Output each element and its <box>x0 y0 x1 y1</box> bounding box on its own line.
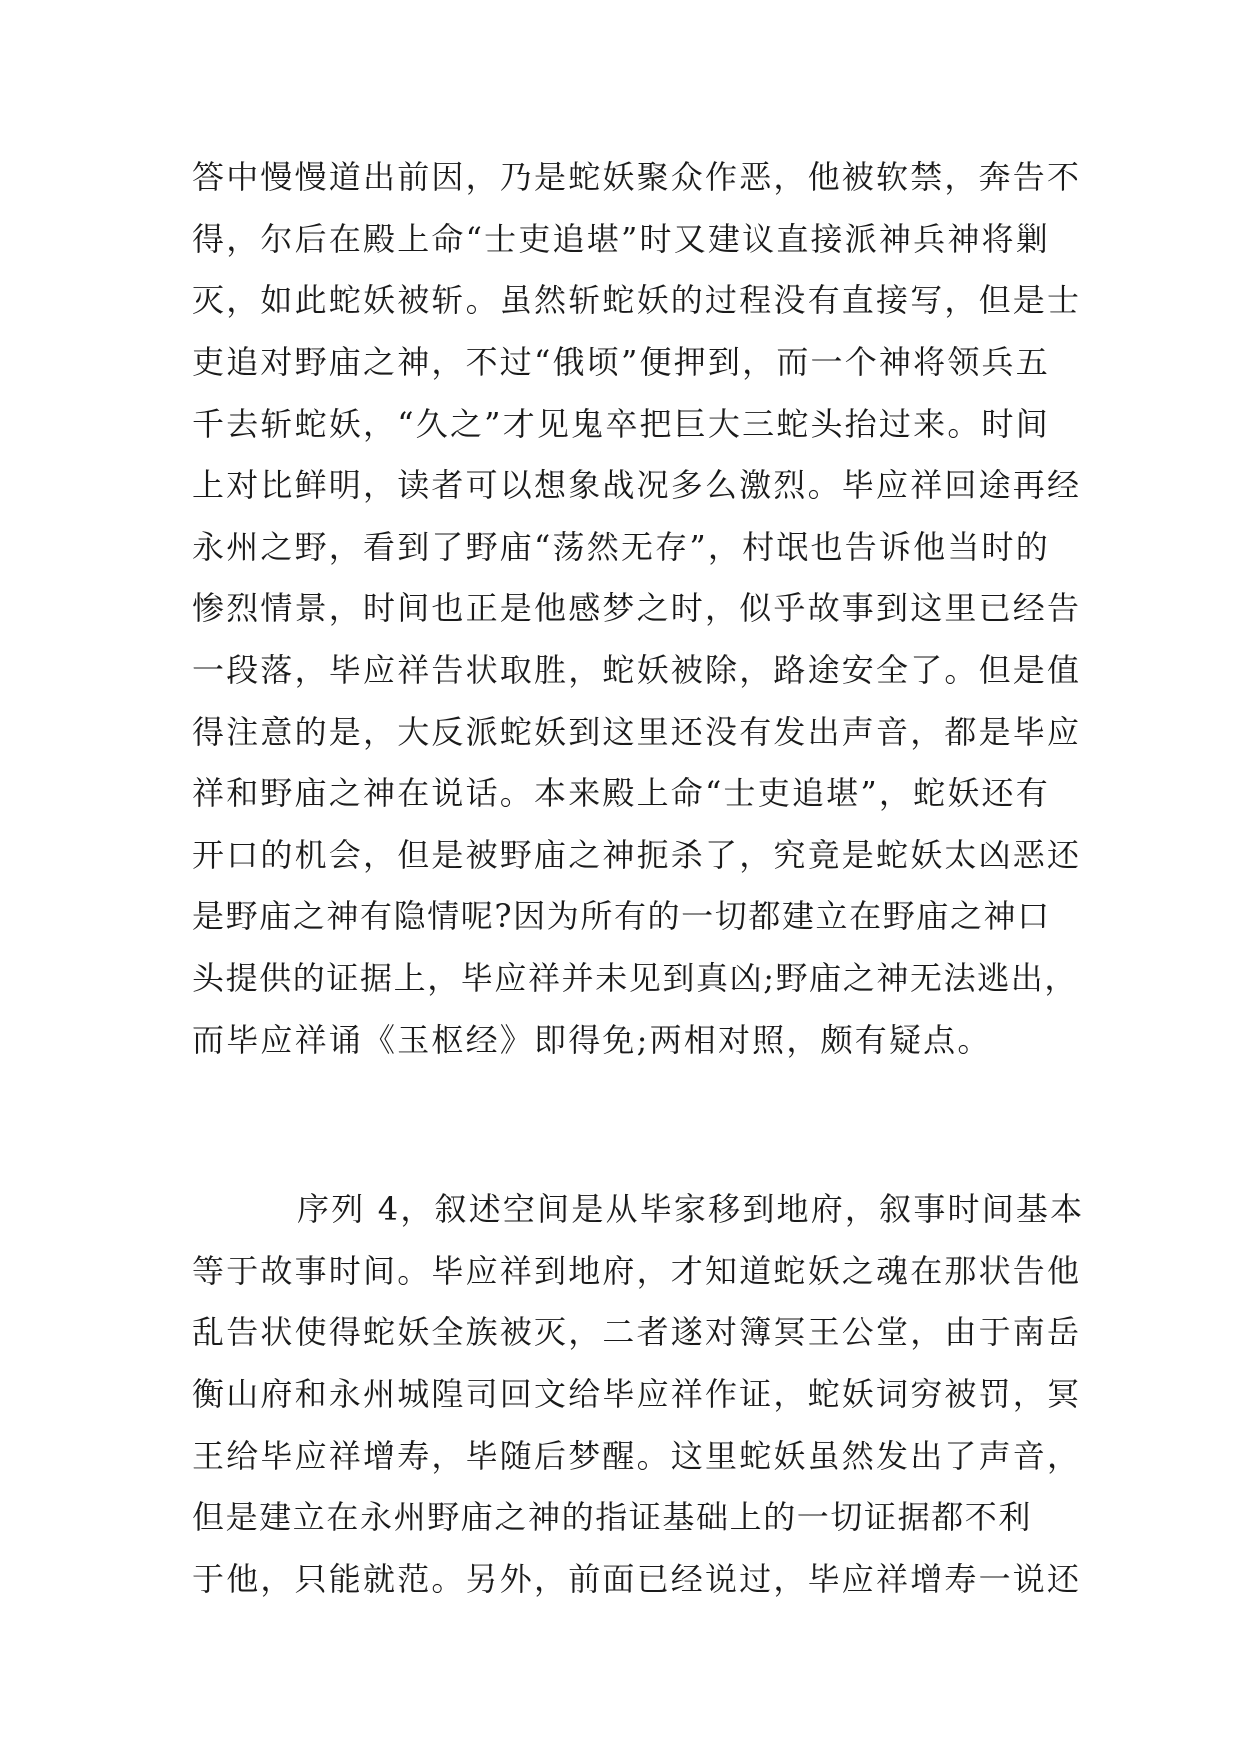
paragraph-1-line-14: 头提供的证据上，毕应祥并未见到真凶;野庙之神无法逃出， <box>192 959 1078 997</box>
paragraph-1-line-13: 是野庙之神有隐情呢?因为所有的一切都建立在野庙之神口 <box>192 897 1051 935</box>
paragraph-1-line-6: 上对比鲜明，读者可以想象战况多么激烈。毕应祥回途再经 <box>192 466 1082 504</box>
paragraph-2-line-7: 于他，只能就范。另外，前面已经说过，毕应祥增寿一说还 <box>192 1560 1082 1598</box>
paragraph-1-line-10: 得注意的是，大反派蛇妖到这里还没有发出声音，都是毕应 <box>192 713 1082 751</box>
paragraph-2-line-3: 乱告状使得蛇妖全族被灭，二者遂对簿冥王公堂，由于南岳 <box>192 1313 1082 1351</box>
paragraph-1-line-1: 答中慢慢道出前因，乃是蛇妖聚众作恶，他被软禁，奔告不 <box>192 158 1082 196</box>
paragraph-1-line-15: 而毕应祥诵《玉枢经》即得免;两相对照，颇有疑点。 <box>192 1021 992 1059</box>
paragraph-1-line-3: 灭，如此蛇妖被斩。虽然斩蛇妖的过程没有直接写，但是士 <box>192 281 1082 319</box>
paragraph-1-line-4: 吏追对野庙之神，不过“俄顷”便押到，而一个神将领兵五 <box>192 343 1050 381</box>
paragraph-1-line-5: 千去斩蛇妖，“久之”才见鬼卒把巨大三蛇头抬过来。时间 <box>192 405 1050 443</box>
paragraph-1-line-8: 惨烈情景，时间也正是他感梦之时，似乎故事到这里已经告 <box>192 589 1082 627</box>
paragraph-2-line-1: 序列 4，叙述空间是从毕家移到地府，叙事时间基本 <box>297 1190 1085 1228</box>
paragraph-2-line-2: 等于故事时间。毕应祥到地府，才知道蛇妖之魂在那状告他 <box>192 1252 1082 1290</box>
paragraph-2-line-5: 王给毕应祥增寿，毕随后梦醒。这里蛇妖虽然发出了声音， <box>192 1437 1082 1475</box>
paragraph-1-line-7: 永州之野，看到了野庙“荡然无存”，村氓也告诉他当时的 <box>192 528 1050 566</box>
paragraph-1-line-12: 开口的机会，但是被野庙之神扼杀了，究竟是蛇妖太凶恶还 <box>192 836 1082 874</box>
paragraph-2-line-6: 但是建立在永州野庙之神的指证基础上的一切证据都不利 <box>192 1498 1033 1536</box>
paragraph-2-line-4: 衡山府和永州城隍司回文给毕应祥作证，蛇妖词穷被罚，冥 <box>192 1375 1082 1413</box>
paragraph-1-line-11: 祥和野庙之神在说话。本来殿上命“士吏追堪”，蛇妖还有 <box>192 774 1050 812</box>
paragraph-1-line-9: 一段落，毕应祥告状取胜，蛇妖被除，路途安全了。但是值 <box>192 651 1082 689</box>
paragraph-1-line-2: 得，尔后在殿上命“士吏追堪”时又建议直接派神兵神将剿 <box>192 220 1050 258</box>
